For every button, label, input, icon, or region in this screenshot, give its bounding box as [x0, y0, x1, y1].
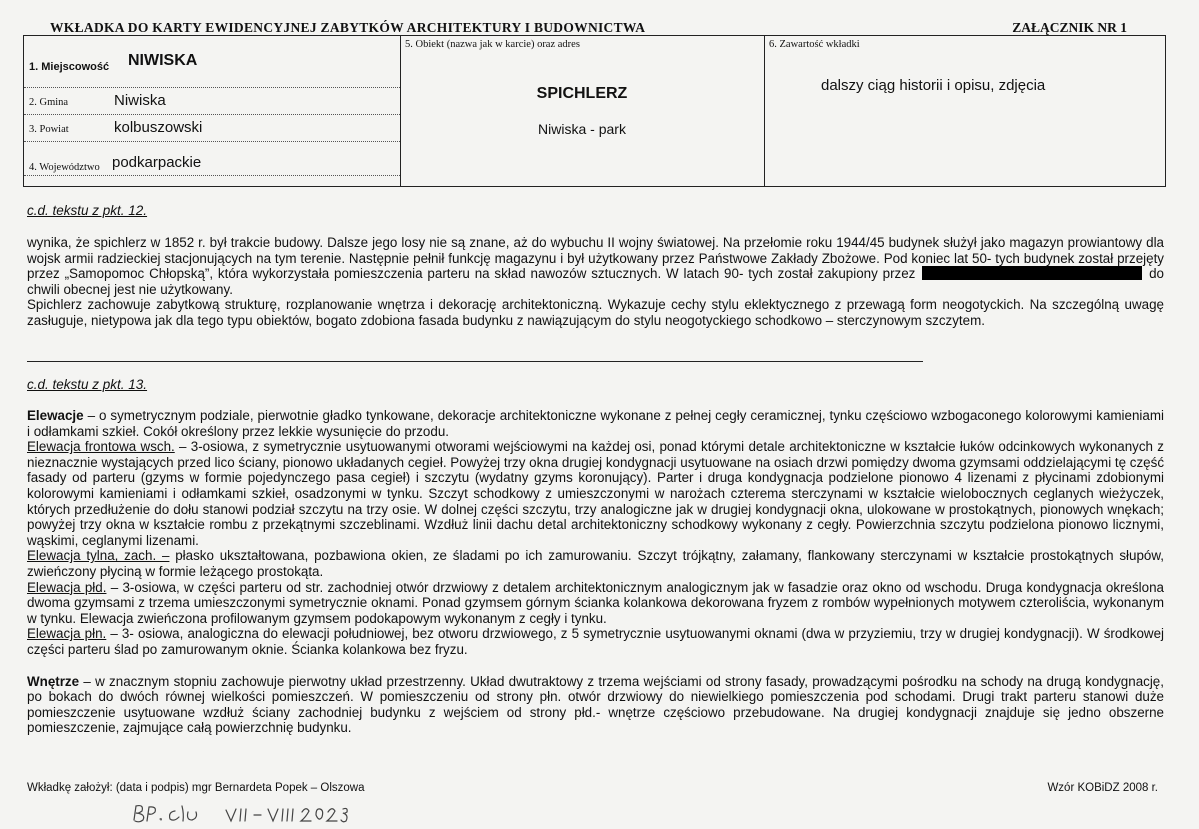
rear-elevation-text: płasko ukształtowana, pozbawiona okien, ze śladami po ich zamurowaniu. Szczyt trójkątny, załamany, flankowany sterczynami w kształcie prostokątnych słupów, zwieńczony płyciną w formie leżącego prostokąta.	[27, 548, 1165, 579]
north-elevation-text: – 3- osiowa, analogiczna do elewacji południowej, bez otworu drzwiowego, z 5 symetrycznie usytuowanymi oknami (dwa w przyziemiu, trzy w drugiej kondygnacji). W środkowej części parteru ślad po zamurowanym oknie. Ścianka kolankowa bez fryzu.	[27, 626, 1164, 657]
object-column	[400, 36, 765, 186]
interior-paragraph	[27, 674, 1164, 736]
locality-value: NIWISKA	[128, 52, 198, 69]
form-reference: Wzór KOBiDZ 2008 r.	[1047, 782, 1158, 794]
annex-label: ZAŁĄCZNIK NR 1	[1012, 20, 1127, 35]
rear-elevation-paragraph	[27, 548, 1164, 579]
object-label: 5. Obiekt (nazwa jak w karcie) oraz adres	[405, 39, 580, 50]
elevations-title: Elewacje	[27, 408, 84, 423]
form-header-box	[23, 35, 1166, 187]
locality-label: 1. Miejscowość	[29, 61, 110, 73]
elevations-text: – o symetrycznym podziale, pierwotnie gładko tynkowane, dekoracje architektoniczne wykonane z pełnej cegły ceramicznej, tynku częściowo wzbogaconego kolorowymi kamieniami i odłamkami szkieł. Cokół określony przez lekkie wysunięcie do przodu.	[27, 408, 1164, 439]
commune-value: Niwiska	[114, 92, 166, 109]
rear-elevation-title: Elewacja tylna, zach. –	[27, 548, 170, 564]
south-elevation-text: – 3-osiowa, w części parteru od str. zachodniej otwór drzwiowy z detalem architektonicznym analogicznym jak w fasadzie oraz okno od wschodu. Druga kondygnacja określona dwoma gzymsami z trzema umieszczonymi symetrycznie oknami. Ponad gzymsem górnym ścianka kolankowa dekorowana fryzem z rombów wypełnionych motywem czteroliścia, wykonanym w tynku. Elewacja zwieńczona profilowanym gzymsem podokapowym wykonanym z cegły i tynku.	[27, 579, 1164, 626]
district-value: kolbuszowski	[114, 119, 203, 136]
content-value: dalszy ciąg historii i opisu, zdjęcia	[821, 77, 1046, 94]
created-by-note: Wkładkę założył: (data i podpis) mgr Bernardeta Popek – Olszowa	[27, 782, 365, 794]
location-column	[24, 36, 401, 186]
north-elevation-paragraph	[27, 626, 1164, 657]
section-12-text	[27, 235, 1164, 329]
object-name: SPICHLERZ	[536, 85, 628, 102]
history-text-end: do chwili obecnej jest nie użytkowany.	[27, 266, 1164, 297]
elevations-paragraph	[27, 408, 1164, 439]
voivodeship-row	[24, 142, 400, 176]
assessment-paragraph: Spichlerz zachowuje zabytkową strukturę, rozplanowanie wnętrza i dekorację architektoniczną. Wykazuje cechy stylu eklektycznego z przewagą form neogotyckich. Na szczególną uwagę zasługuje, nietypowa jak dla tego typu obiektów, bogato zdobiona fasada budynku z nawiązującym do stylu neogotyckiego schodkowo – sterczynowym szczytem.	[27, 297, 1164, 328]
front-elevation-title: Elewacja frontowa wsch.	[27, 439, 175, 455]
section-divider	[27, 361, 923, 362]
locality-row	[24, 36, 400, 88]
content-label: 6. Zawartość wkładki	[769, 39, 860, 50]
voivodeship-label: 4. Województwo	[29, 162, 100, 173]
south-elevation-title: Elewacja płd.	[27, 579, 107, 595]
north-elevation-title: Elewacja płn.	[27, 626, 107, 642]
content-column	[764, 36, 1165, 186]
interior-title: Wnętrze	[27, 673, 80, 689]
voivodeship-value: podkarpackie	[112, 154, 202, 171]
history-paragraph	[27, 235, 1164, 297]
commune-row	[24, 88, 400, 115]
document-title: WKŁADKA DO KARTY EWIDENCYJNEJ ZABYTKÓW ARCHITEKTURY I BUDOWNICTWA	[50, 20, 646, 35]
front-elevation-paragraph	[27, 439, 1164, 548]
handwritten-signature	[130, 800, 360, 826]
history-text: wynika, że spichlerz w 1852 r. był trakcie budowy. Dalsze jego losy nie są znane, aż do wybuchu II wojny światowej. Na przełomie roku 1944/45 budynek służył jako magazyn prowiantowy dla wojsk armii radzieckiej stacjonujących na tym terenie. Następnie pełnił funkcję magazynu i był użytkowany przez Państwowe Zakłady Zbożowe. Pod koniec lat 50- tych budynek został przejęty przez „Samopomoc Chłopską”, która wykorzystała pomieszczenia parteru na skład nawozów sztucznych. W latach 90- tych został zakupiony przez	[27, 235, 1164, 282]
commune-label: 2. Gmina	[29, 97, 69, 108]
district-row	[24, 115, 400, 142]
section-13-header: c.d. tekstu z pkt. 13.	[27, 377, 148, 392]
section-13-text	[27, 408, 1164, 736]
south-elevation-paragraph	[27, 580, 1164, 627]
section-12-header: c.d. tekstu z pkt. 12.	[27, 203, 148, 218]
interior-text: – w znacznym stopniu zachowuje pierwotny układ przestrzenny. Układ dwutraktowy z trzema wejściami od strony fasady, prowadzącymi pośrodku na schody na drugą kondygnację, po bokach do dwóch równej wielkości pomieszczeń. W pomieszczeniu od strony płn. otwór drzwiowy do niewielkiego pomieszczenia pod schodami. Drugi trakt parteru stanowi duże pomieszczenie usytuowane wzdłuż ściany zachodniej budynku z wejściem od strony płd.- wnętrze częściowo przebudowane. Na drugiej kondygnacji znajduje się jedno obszerne pomieszczenie, zajmujące całą powierzchnię budynku.	[27, 673, 1164, 736]
district-label: 3. Powiat	[29, 124, 69, 135]
redacted-name	[922, 266, 1142, 280]
object-address: Niwiska - park	[538, 121, 626, 137]
front-elevation-text: – 3-osiowa, z symetrycznie usytuowanymi otworami wejściowymi na każdej osi, ponad którymi detale architektoniczne w kształcie łuków odcinkowych wykonanych z nieznacznie wystających przed lico ściany, pionowo układanych cegieł. Powyżej trzy okna drugiej kondygnacji usytuowane na osiach drzwi pomiędzy dwoma gzymsami oddzielającymi tę część fasady od parteru (gzyms w formie pojedynczego pasa cegieł) i szczytu (wydatny gzyms koronujący). Parter i druga kondygnacja podzielone pionowo 4 lizenami z płycinami zdobionymi kolorowymi kamieniami i odłamkami szkieł, osadzonymi w tynku. Szczyt schodkowy z umieszczonymi w narożach czterema sterczynami w kształcie wielobocznych ceglanych wieżyczek, których przedłużenie do dołu stanowi podział szczytu na trzy osie. W dolnej części szczytu, trzy analogiczne jak w drugiej kondygnacji okna, ulokowane w prostokątnych, pionowych wnękach; powyżej trzy okna w kształcie rombu z przekątnymi szczeblinami. Wzdłuż linii dachu detal architektoniczny schodkowy wykonany z cegły. Powierzchnia szczytu podzielona pionowo licznymi, wąskimi, ceglanymi lizenami.	[27, 439, 1165, 548]
